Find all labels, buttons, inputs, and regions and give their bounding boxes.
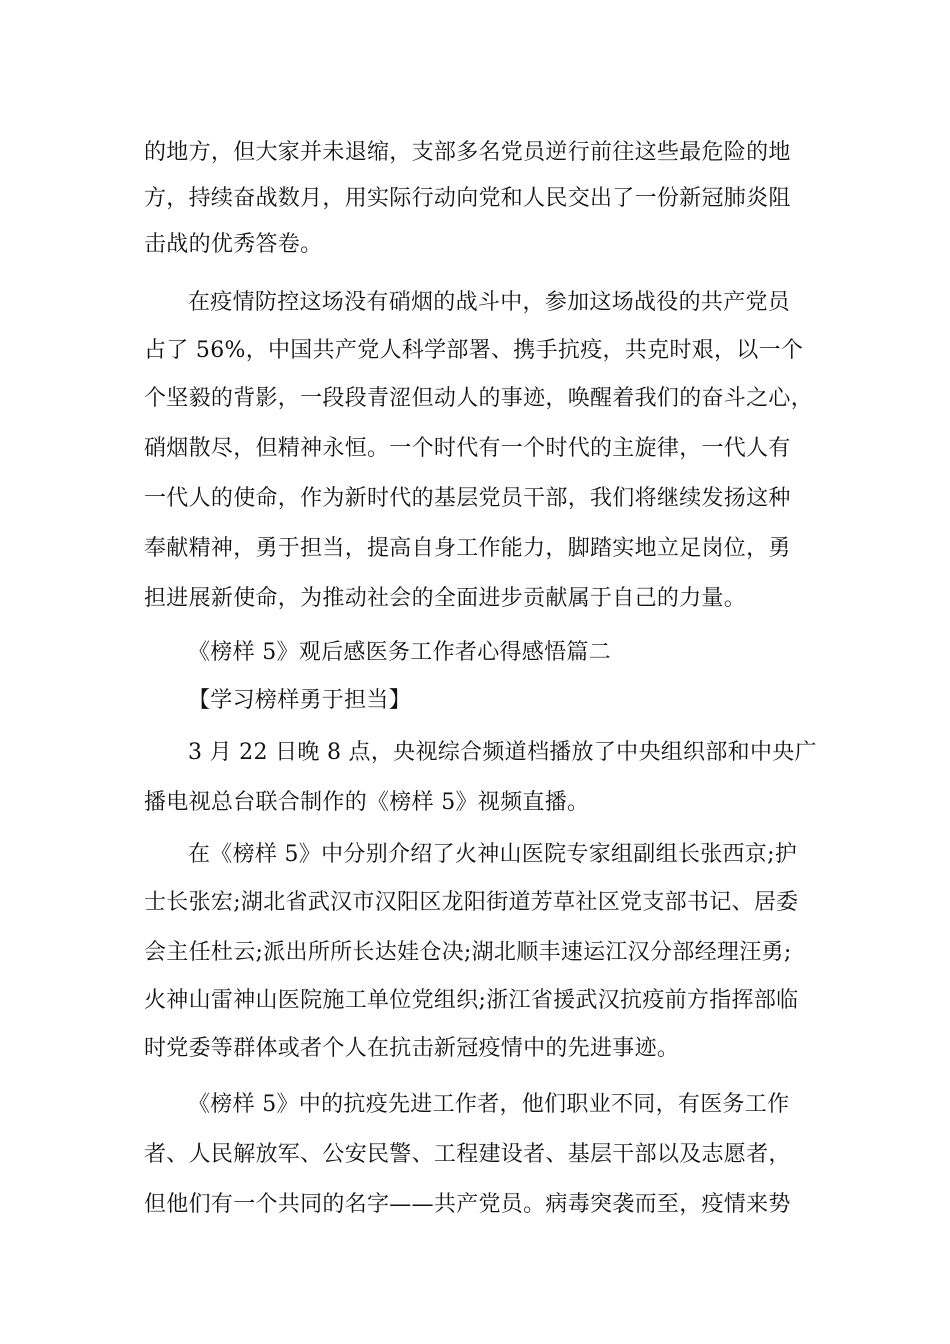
text-line: 播电视总台联合制作的《榜样 5》视频直播。 — [144, 790, 590, 815]
text-line: 的地方，但大家并未退缩，支部多名党员逆行前往这些最危险的地 — [144, 140, 791, 165]
text-line: 会主任杜云;派出所所长达娃仓决;湖北顺丰速运江汉分部经理汪勇; — [144, 940, 792, 965]
text-line: 硝烟散尽，但精神永恒。一个时代有一个时代的主旋律，一代人有 — [144, 436, 791, 461]
paragraph-start-line: 《榜样 5》中的抗疫先进工作者，他们职业不同，有医务工作 — [188, 1092, 790, 1117]
text-line: 时党委等群体或者个人在抗击新冠疫情中的先进事迹。 — [144, 1036, 680, 1061]
paragraph-start-line: 在《榜样 5》中分别介绍了火神山医院专家组副组长张西京;护 — [188, 842, 798, 867]
text-line: 但他们有一个共同的名字——共产党员。病毒突袭而至，疫情来势 — [144, 1192, 791, 1217]
text-line: 个坚毅的背影，一段段青涩但动人的事迹，唤醒着我们的奋斗之心， — [144, 386, 814, 411]
text-line: 士长张宏;湖北省武汉市汉阳区龙阳街道芳草社区党支部书记、居委 — [144, 890, 799, 915]
text-line: 占了 56%，中国共产党人科学部署、携手抗疫，共克时艰，以一个 — [144, 338, 804, 363]
text-line: 奉献精神，勇于担当，提高自身工作能力，脚踏实地立足岗位，勇 — [144, 536, 791, 561]
paragraph-start-line: 3 月 22 日晚 8 点，央视综合频道档播放了中央组织部和中央广 — [188, 740, 817, 765]
text-line: 击战的优秀答卷。 — [144, 232, 323, 257]
section-subheading: 【学习榜样勇于担当】 — [188, 688, 412, 713]
text-line: 方，持续奋战数月，用实际行动向党和人民交出了一份新冠肺炎阻 — [144, 186, 791, 211]
text-line: 火神山雷神山医院施工单位党组织;浙江省援武汉抗疫前方指挥部临 — [144, 988, 799, 1013]
paragraph-start-line: 在疫情防控这场没有硝烟的战斗中，参加这场战役的共产党员 — [188, 290, 791, 315]
text-line: 者、人民解放军、公安民警、工程建设者、基层干部以及志愿者， — [144, 1142, 791, 1167]
section-heading: 《榜样 5》观后感医务工作者心得感悟篇二 — [188, 640, 611, 665]
text-line: 一代人的使命，作为新时代的基层党员干部，我们将继续发扬这种 — [144, 486, 791, 511]
text-line: 担进展新使命，为推动社会的全面进步贡献属于自己的力量。 — [144, 586, 747, 611]
